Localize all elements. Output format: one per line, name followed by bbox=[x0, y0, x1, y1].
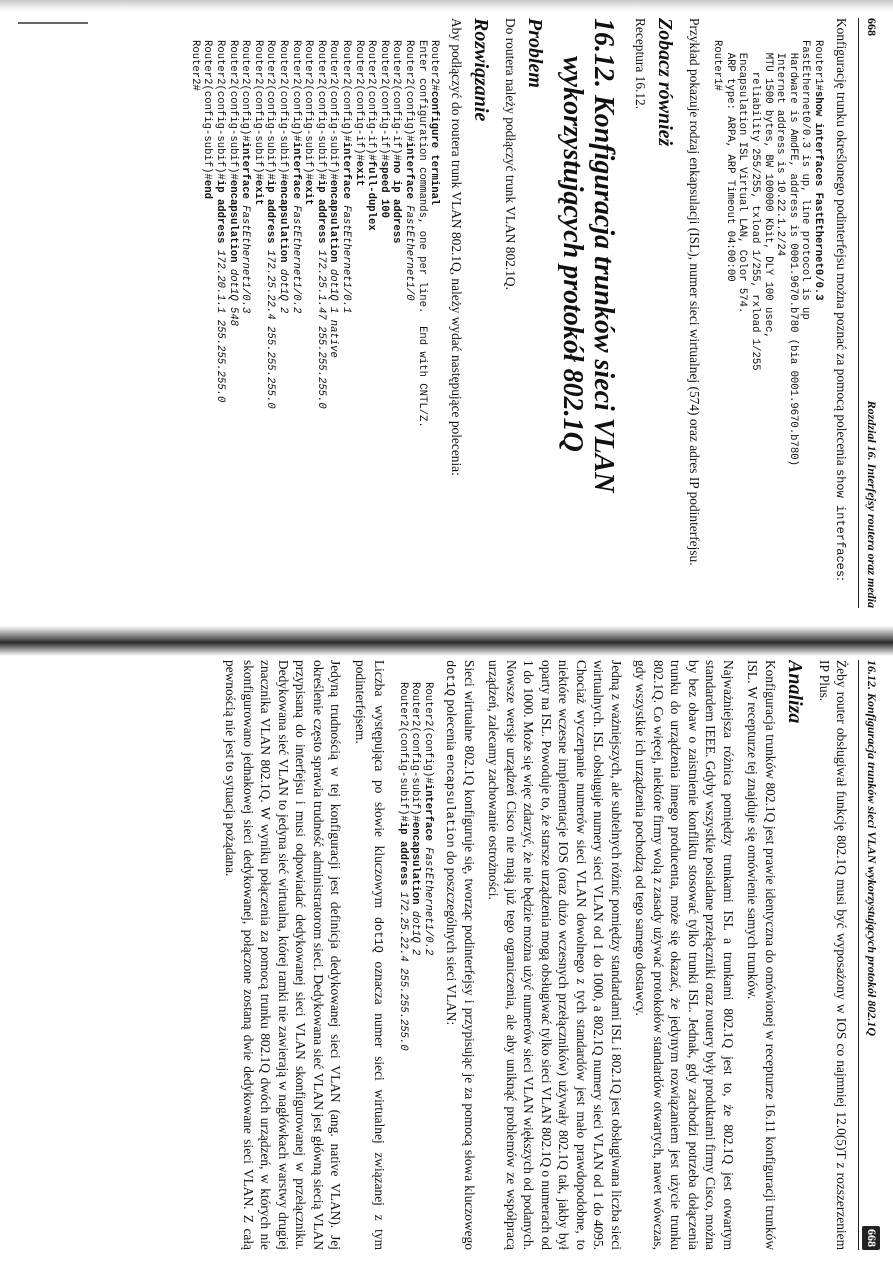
code-line: Router2(config-subif)#end bbox=[201, 40, 214, 199]
code-line: Router2(config-subif)#encapsulation dot1Q 2 bbox=[277, 40, 290, 314]
analysis-paragraph-4: Sieci wirtualne 802.1Q konfiguruje się, tworząc podinterfejsy i przypisując je za pomocą słowa kluczowego dot1Q polecenia encapsulation do poszczególnych sieci VLAN: bbox=[443, 660, 477, 1250]
show-interfaces-output bbox=[711, 40, 824, 608]
code-line: ARP type: ARPA, ARP Timeout 04:00:00 bbox=[723, 40, 736, 282]
code-line: Router2(config-if)#speed 100 bbox=[377, 40, 390, 219]
see-also-text: Receptura 16.12. bbox=[632, 18, 648, 110]
inline-keyword: dot1Q bbox=[443, 660, 458, 697]
inline-keyword: dot1Q bbox=[371, 916, 386, 953]
intro-paragraph: Konfigurację trunku określonego podinterfejsu można poznać za pomocą polecenia show interfaces: bbox=[833, 18, 850, 581]
analysis-paragraph-3: Jedną z ważniejszych, ale subtelnych różnic pomiędzy standardami ISL i 802.1Q jest obsługiwana liczba sieci wirtualnych. ISL obsługuje numery sieci VLAN od 1 do 1000, a 802.1Q numery sieci VLAN od 1 do 4095. Chociaż wyczerpanie numerów sieci VLAN dowolnego z tych standardów jest mało prawdopodobne, to niektóre wczesne implementacje IOS (oraz dużo wczesnych przełączników) używały 802.1Q tak, jakby był oparty na ISL. Powoduje to, że starsze urządzenia mogą obsługiwać tylko sieci VLAN 802.1Q o numerach od 1 do 1000. Może się więc zdarzyć, że nie będzie można użyć numerów sieci VLAN większych od podanych. Nowsze wersje urządzeń Cisco nie mają już tego ograniczenia, ale aby uniknąć problemów ze współpracą urządzeń, zalecamy zachowanie ostrożności. bbox=[486, 660, 624, 1250]
page-number: 668 bbox=[863, 1226, 881, 1250]
code-line: MTU 1500 bytes, BW 100000 Kbit, DLY 100 usec, bbox=[761, 40, 774, 339]
code-line: Router2(config)#interface FastEthernet1/0.1 bbox=[340, 40, 352, 314]
code-line: Router2# bbox=[188, 40, 201, 91]
book-fold-shadow bbox=[0, 626, 893, 656]
analysis-paragraph-1: Konfiguracja trunków 802.1Q jest prawie identyczna do omówionej w recepturze 16.11 konfiguracji trunków ISL. W recepturze tej znajduje się omówienie samych trunków. bbox=[745, 660, 778, 1250]
solution-heading: Rozwiązanie bbox=[470, 18, 493, 122]
problem-text: Do routera należy podłączyć trunk VLAN 802.1Q. bbox=[502, 18, 518, 290]
code-line: Router2(config)#interface FastEthernet1/0 bbox=[402, 40, 415, 301]
code-line: Router2(config-if)#exit bbox=[352, 40, 365, 187]
right-book-page bbox=[20, 660, 880, 1250]
recipe-title: 16.12. Konfiguracja trunków sieci VLAN wykorzystujących protokół 802.1Q bbox=[557, 18, 620, 493]
code-line: Router2(config-subif)#ip address 172.25.22.4 255.255.255.0 bbox=[264, 40, 277, 409]
code-line: reliability 255/255, txload 1/255, rxload 1/255 bbox=[749, 40, 762, 371]
explanation-paragraph: Przykład pokazuje rodzaj enkapsulacji (ISL), numer sieci wirtualnej (574) oraz adres IP podinterfejsu. bbox=[686, 18, 702, 566]
code-line: Encapsulation ISL Virtual LAN, Color 574. bbox=[736, 40, 749, 314]
code-line: Router2(config-if)#full-duplex bbox=[365, 40, 378, 231]
code-line: Router2(config-subif)#ip address 172.20.1.1 255.255.255.0 bbox=[214, 40, 227, 403]
code-line: Internet address is 10.22.1.2/24 bbox=[774, 40, 787, 257]
config-listing bbox=[188, 40, 440, 608]
code-line: Router2(config-subif)#ip address 172.25.22.4 255.255.255.0 bbox=[396, 682, 409, 1051]
analysis-heading: Analiza bbox=[784, 660, 807, 724]
code-line: FastEthernet0/0.3 is up, line protocol is up bbox=[799, 40, 812, 320]
running-header bbox=[859, 18, 881, 608]
intro-paragraph: Żeby router obsługiwał funkcję 802.1Q musi być wyposażony w IOS co najmniej 12.0(5)T z rozszerzeniem IP Plus. bbox=[817, 660, 850, 1250]
code-line: Router1#show interfaces FastEthernet0/0.3 bbox=[812, 40, 824, 301]
code-line: Router2(config)#interface FastEthernet1/0.3 bbox=[239, 40, 252, 314]
code-line: Router2(config)#interface FastEthernet1/0.2 bbox=[422, 682, 434, 956]
left-book-page bbox=[20, 18, 880, 608]
code-line: Router2(config-if)#no ip address bbox=[390, 40, 403, 244]
running-header bbox=[859, 660, 881, 1250]
code-line: Router2#configure terminal bbox=[428, 40, 441, 206]
see-also-heading: Zobacz również bbox=[654, 18, 677, 147]
analysis-paragraph-6: Jedyną trudnością w tej konfiguracji jest definicja dedykowanej sieci VLAN (ang. native VLAN). Jej określenie często sprawia trudność administratorom sieci. Dedykowana sieć VLAN jest główną siecią VLAN przypisaną do interfejsu i musi odpowiadać dedykowanej sieci VLAN skonfigurowanej w przełączniku. Dedykowana sieć VLAN to jedyna sieć wirtualna, której ramki nie zawierają w nagłówkach warstwy drugiej znacznika VLAN 802.1Q. W wyniku połączenia za pomocą trunku 802.1Q dwóch urządzeń, w których nie skonfigurowano jednakowej sieci dedykowanej, połączone zostaną dwie dedykowane sieci VLAN. Z całą pewnością nie jest to sytuacja pożądana. bbox=[223, 660, 344, 1250]
code-line: Router1# bbox=[711, 40, 724, 91]
scan-edge bbox=[0, 0, 893, 12]
code-line: Enter configuration commands, one per line. End with CNTL/Z. bbox=[415, 40, 428, 428]
running-head-title: Rozdział 16. Interfejsy routera oraz media bbox=[865, 400, 879, 608]
problem-heading: Problem bbox=[524, 18, 547, 88]
code-line: Router2(config-subif)#exit bbox=[251, 40, 264, 206]
code-line: Hardware is AmdFE, address is 0001.9670.b780 (bia 0001.9670.b780) bbox=[786, 40, 799, 466]
code-line: Router2(config-subif)#encapsulation dot1Q 1 native bbox=[327, 40, 340, 358]
page-number: 668 bbox=[865, 18, 879, 36]
code-line: Router2(config-subif)#ip address 172.25.1.47 255.255.255.0 bbox=[314, 40, 327, 409]
running-head-title: 16.12. Konfiguracja trunków sieci VLAN wykorzystujących protokół 802.1Q bbox=[865, 660, 879, 1037]
code-line: Router2(config-subif)#encapsulation dot1Q 2 bbox=[409, 682, 422, 956]
inline-keyword: encapsulation bbox=[443, 754, 458, 848]
code-line: Router2(config-subif)#exit bbox=[302, 40, 315, 206]
inline-command: show interfaces bbox=[833, 469, 848, 578]
code-line: Router2(config)#interface FastEthernet1/0.2 bbox=[289, 40, 302, 314]
config-snippet bbox=[396, 682, 434, 1250]
analysis-paragraph-2: Najważniejsza różnica pomiędzy trunkami ISL a trunkami 802.1Q jest to, że 802.1Q jest otwartym standardem IEEE. Gdyby wszystkie posiadane przełączniki oraz routery były produktami firmy Cisco, można by bez obaw o zaistnienie konfliktu stosować tylko trunki ISL. Jednak, gdy zachodzi potrzeba dołączenia trunku do urządzenia innego producenta, może się okazać, że jedynym rozwiązaniem jest użycie trunku 802.1Q. Co więcej, niektóre firmy wolą z zasady używać protokołów standardów otwartych, nawet wówczas, gdy wszystkie ich urządzenia pochodzą od tego samego dostawcy. bbox=[633, 660, 736, 1250]
analysis-paragraph-5: Liczba występująca po słowie kluczowym dot1Q oznacza numer sieci wirtualnej związanej z tym podinterfejsem. bbox=[352, 660, 388, 1250]
code-line: Router2(config-subif)#encapsulation dot1Q 548 bbox=[226, 40, 239, 327]
solution-text: Aby podłączyć do routera trunk VLAN 802.1Q, należy wydać następujące polecenia: bbox=[448, 18, 464, 476]
